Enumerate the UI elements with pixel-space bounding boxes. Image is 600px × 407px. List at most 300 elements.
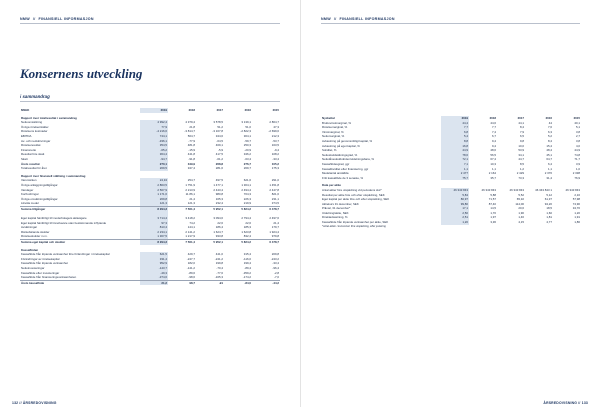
row-value: 78,6 (441, 153, 469, 158)
row-value: 44,9 (574, 148, 580, 153)
row-value: 121,3 (187, 201, 195, 206)
year-header: 2019 (140, 108, 168, 113)
row-value: -89,6 (188, 270, 195, 275)
row-value: 254,7 (187, 178, 195, 183)
row-value: -61,2 (216, 156, 223, 161)
row-label: Totalresultat för året (21, 166, 47, 171)
row-label: Eget kapital per aktie före och efter utspädning, SEK (322, 197, 390, 202)
row-label: EBITDA (21, 133, 32, 138)
row-value: 5,4 (441, 134, 469, 139)
row-value: 45,1 (546, 152, 552, 157)
row-value: 8,4 (547, 138, 552, 143)
row-value: 212,3 (271, 133, 279, 138)
row-value: 72,1 (441, 157, 469, 162)
row-value: -70,4 (216, 266, 223, 270)
row-value: 76,9 (574, 175, 580, 180)
row-value: 71,7 (574, 157, 580, 162)
row-value: 3 139,1 (241, 120, 251, 125)
row-value: 2,51 (441, 215, 469, 220)
row-value: 14,5 (490, 206, 496, 211)
financial-summary-table (20, 108, 280, 285)
row-value: 2 863,5 (140, 183, 168, 188)
row-value: 16,8 (441, 144, 469, 149)
section-heading: Kassaflöden (21, 247, 39, 252)
row-value: 9,4 (491, 143, 496, 148)
row-value: 2 447,8 (269, 187, 279, 192)
row-value: -20,9 (244, 147, 251, 152)
row-value: 44 (548, 120, 552, 125)
year-header: 2018 (489, 116, 496, 120)
row-value: 21,8 (189, 124, 195, 129)
row-value: 2 141,2 (185, 229, 195, 234)
row-label: Summa eget kapital och skulder (20, 240, 140, 245)
row-value: 5,52 (518, 192, 524, 197)
row-value: 47,3 (273, 124, 279, 129)
row-value: -49,3 (140, 271, 168, 276)
row-value: 44,1 (518, 120, 524, 125)
row-label: Medelantal anställda (322, 171, 349, 176)
row-value: 64,7 (546, 157, 552, 162)
row-value: 22,6 (217, 220, 223, 225)
row-value: 1 217,9 (185, 234, 195, 239)
row-value: 11 86,1 (185, 192, 195, 197)
row-value: 74,2 (189, 220, 195, 225)
row-value: 417,5 (215, 152, 223, 157)
row-value: 8 294,3 (140, 240, 168, 245)
row-value: 469,1 (215, 143, 223, 148)
row-value: 3,8 (575, 129, 580, 134)
row-value: 144,1 (187, 225, 195, 230)
row-value: 497,5 (215, 178, 223, 183)
row-label: Direktavkastning, % (322, 215, 348, 220)
row-value: 226,3 (243, 196, 251, 201)
row-value: 22,6 (245, 220, 251, 225)
row-label: Kassaflöde från löpande verksamhet (21, 261, 68, 266)
row-label: Förändringar av rörelsekapital (21, 256, 60, 261)
row-value: 481,8 (187, 143, 195, 148)
footer-separator: // (578, 401, 581, 405)
row-value: -3 814,7 (184, 129, 195, 134)
row-value: 10,0 (518, 143, 524, 148)
row-value: 1,60 (546, 210, 552, 215)
row-value: 44,7 (518, 157, 524, 162)
row-value: 1,81 (546, 215, 552, 220)
year-header: 2019 (441, 116, 469, 121)
row-value: 2 429 (516, 171, 524, 176)
row-value: 57,98 (572, 197, 580, 202)
row-value: -174,2 (242, 275, 251, 280)
row-label: Kassaflöde från löpande verksamhet per aktie, SEK (322, 220, 389, 225)
row-value: 1,1 (491, 166, 496, 171)
row-value: 4,77 (546, 220, 552, 225)
row-value: 31,4 (546, 175, 552, 180)
row-value: 5 952,1 (196, 240, 224, 245)
row-value: 270,1 (140, 162, 168, 167)
header-separator: // (32, 17, 36, 21)
row-label: Rörelseresultat (21, 143, 41, 148)
row-value: 17,1 (441, 206, 469, 211)
row-value: -7,0 (274, 275, 279, 280)
section-heading: Rapport över finansiell ställning i sammandrag (21, 173, 86, 178)
year-header: 2015 (573, 116, 580, 120)
row-value: 21,4 (273, 220, 279, 225)
footer-label: ÅRSREDOVISNING (22, 401, 57, 405)
row-value: 1,70 (490, 210, 496, 215)
row-value: 1,91 (574, 215, 580, 220)
row-value: 1 477,1 (213, 182, 223, 187)
row-value: 5 824,2 (224, 206, 252, 211)
row-value: 209,8 (271, 252, 279, 257)
row-value: 281,6 (215, 166, 223, 171)
row-value: -98,6 (188, 275, 195, 280)
row-label: Nettoskuldsättningsgrad, % (322, 152, 358, 157)
section-heading-row (20, 113, 280, 121)
row-value: 5,2 (547, 134, 552, 139)
row-value: 94,20 (544, 201, 552, 206)
row-label: Likvida medel (21, 201, 39, 206)
year-header: 2016 (545, 116, 552, 120)
row-value: 2 567,9 (140, 188, 168, 193)
row-value: 952,9 (140, 261, 168, 266)
row-value: 933,8 (215, 234, 223, 239)
row-value: -116,0 (243, 256, 251, 261)
row-value: 199,8 (215, 261, 223, 266)
row-label: Årets resultat (21, 161, 40, 166)
row-value: 980,8 (215, 192, 223, 197)
row-value: 5,12 (546, 192, 552, 197)
row-value: -336,1 (140, 139, 168, 144)
row-value: -77,6 (216, 270, 223, 275)
row-label: Årets kassaflöde (20, 280, 140, 285)
row-value: 429,7 (187, 252, 195, 257)
row-value: 621,5 (140, 252, 168, 257)
row-value: 182,0 (187, 261, 195, 266)
row-value: 2 213,9 (185, 187, 195, 192)
row-value: 1 623,8 (241, 229, 251, 234)
row-value: 1,97 (490, 215, 496, 220)
year-header: 2016 (244, 108, 251, 112)
row-label: Avsättningar (21, 225, 38, 230)
row-value: 1,1 (547, 166, 552, 171)
row-value: -15,9 (188, 147, 195, 152)
row-value: 15,4 (546, 143, 552, 148)
row-value: 4 992,4 (140, 120, 168, 125)
row-value: 8,8 (441, 139, 469, 144)
row-value: 3,36 (490, 220, 496, 225)
row-label: Eget kapital hänförligt till moderbolagets aktieägare (21, 216, 87, 221)
row-value: 1,20 (574, 210, 580, 215)
row-value: 24,34 (140, 178, 168, 183)
row-value: 4,15 (518, 220, 524, 225)
row-value: 2 494,4 (241, 187, 251, 192)
row-value: 1 307,5 (140, 234, 168, 239)
row-value: 7,1 (441, 162, 469, 167)
row-value: 61,37 (544, 197, 552, 202)
row-value: 1,90 (518, 210, 524, 215)
row-label: Utdelning/aktie, SEK (322, 210, 349, 215)
row-value: 291,0 (271, 178, 279, 183)
row-label: Kassaflöde efter investeringar (21, 270, 60, 275)
row-value: -2 699,6 (268, 129, 279, 134)
row-value: 979,8 (271, 234, 279, 239)
unit-header: Nyckeltal (322, 116, 335, 120)
header-section: FINANSIELL INFORMASJON (339, 17, 395, 21)
row-value: 621,6 (243, 178, 251, 183)
row-value: 73,3 (518, 175, 524, 180)
footnote-row (321, 225, 581, 230)
header-separator: // (333, 17, 337, 21)
row-value: 744,1 (140, 134, 168, 139)
row-value: 5,84 (441, 193, 469, 198)
row-value: 99,80 (441, 202, 469, 207)
row-value: 2 497,6 (269, 216, 279, 221)
row-value: 1,46 (518, 215, 524, 220)
row-value: -94,7 (140, 157, 168, 162)
row-value: -3 167,8 (212, 129, 223, 134)
row-value: -4 216,6 (140, 129, 168, 134)
row-value: -44,2 (252, 280, 280, 285)
footnote: *Antal aktier i koncernen före utspädning, efter justering (322, 224, 386, 228)
row-value: 35,7 (490, 175, 496, 180)
footer-text (12, 401, 57, 405)
row-value: 87,40 (488, 201, 496, 206)
header-brand: NMW (20, 17, 30, 21)
row-label: Räntebärande skulder (21, 229, 50, 234)
row-value: 8,5 (519, 161, 524, 166)
row-label: Antal aktier före utspädning vid periodens slut* (322, 187, 382, 192)
row-value: 1 624,7 (213, 229, 223, 234)
header-brand: NMW (321, 17, 331, 21)
row-value: 179,7 (271, 225, 279, 230)
row-label: Skatt (21, 156, 28, 161)
row-value: 2 376 (544, 171, 552, 176)
row-value: -243,2 (270, 256, 279, 261)
row-value: 53,9 (518, 148, 524, 153)
row-label: P/E-tal, 31 december* (322, 206, 351, 211)
row-value: -359,2 (242, 270, 251, 275)
row-value: 34,70 (572, 206, 580, 211)
row-value: 304,1 (243, 133, 251, 138)
row-label: Fritt kassaflöde de 3 senaste, % (322, 175, 364, 180)
row-value: 7,7 (491, 125, 496, 130)
row-label: Varumärken (21, 178, 37, 183)
row-value: 2 794,4 (241, 216, 251, 221)
row-value: 74,90 (572, 201, 580, 206)
row-label: Aktiekurs 31 december, SEK (322, 201, 359, 206)
row-label: Kassalikviditet efter finansiering, ggr (322, 166, 369, 171)
section-heading-row (20, 171, 280, 179)
row-value: 2 164 (488, 171, 496, 176)
row-value: 3,8 (575, 138, 580, 143)
row-value: 8 294,3 (140, 206, 168, 211)
section-heading-row (321, 180, 581, 188)
row-value: -2,8 (274, 270, 279, 275)
year-header: 2017 (517, 116, 524, 120)
row-value: 44,4 (441, 121, 469, 126)
row-value: -241,2 (214, 256, 223, 261)
row-value: -2 822,3 (240, 129, 251, 134)
page-subtitle: i sammandrag (20, 94, 280, 102)
row-value: -374,6 (140, 275, 168, 280)
year-header: 2015 (272, 108, 279, 112)
row-value: 1,20 (441, 220, 469, 225)
page-title: Konsernens utveckling (20, 66, 143, 81)
row-value: 2 443,4 (213, 187, 223, 192)
row-label: Nettolåneskuldvärden/utdelningsbara, % (322, 157, 374, 162)
row-value: 276,7 (243, 161, 251, 166)
row-label: Nettomarginal, % (322, 134, 345, 139)
table-row (20, 280, 280, 285)
row-value: 74,8 (574, 152, 580, 157)
row-value: 347,4 (187, 166, 195, 171)
row-value: 6,5 (519, 134, 524, 139)
row-value: 7,4 (491, 129, 496, 134)
row-label: Rörelseskulder m.m. (21, 234, 48, 239)
row-value: 232,4 (215, 201, 223, 206)
row-value: 4,0 (575, 143, 580, 148)
row-value: 2,50 (441, 211, 469, 216)
row-value: 6,3 (547, 129, 552, 134)
row-value: -143,7 (140, 266, 168, 271)
row-value: -33,4 (272, 156, 279, 161)
row-value: 4 379,4 (185, 120, 195, 125)
row-value: -96,4 (272, 266, 279, 270)
row-label: Kassaflöde från löpande verksamhet före förändringar i rörelsekapital (21, 252, 110, 257)
row-value: 231,1 (271, 196, 279, 201)
page-number: 132 (12, 401, 19, 405)
row-value: 6 478,7 (252, 206, 280, 211)
row-value: 349,9 (187, 161, 195, 166)
row-label: Rörelsens kostnader (21, 129, 48, 134)
row-value: 175,3 (271, 166, 279, 171)
row-value: 46 343 843 (565, 187, 580, 192)
row-label: Bruttovinstmarginal, % (322, 120, 351, 125)
row-value: 7,6 (547, 125, 552, 130)
row-label: Av- och nedskrivningar (21, 138, 51, 143)
row-value: 269,5 (140, 166, 168, 171)
row-value: 219,9 (243, 201, 251, 206)
row-value: -165,3 (214, 275, 223, 280)
row-label: Resultat per aktie före och efter utspädning, SEK (322, 192, 385, 197)
row-value: 269,8 (140, 197, 168, 202)
row-value: -33,4 (272, 261, 279, 266)
row-value: 832,4 (243, 234, 251, 239)
unit-header: MSEK (21, 108, 30, 112)
row-value: 441,8 (187, 152, 195, 157)
row-label: Kassaflödesgrad, ggr (322, 161, 350, 166)
row-value: 6,8 (441, 130, 469, 135)
row-value: 6 478,7 (252, 240, 280, 245)
row-value: 20,6 (518, 206, 524, 211)
key-figures-table (321, 116, 581, 229)
row-value: 1 924,4 (269, 229, 279, 234)
row-value: 1,2 (519, 166, 524, 171)
row-value: 185,3 (243, 225, 251, 230)
row-value: 344,6 (215, 133, 223, 138)
row-value: -141,2 (186, 266, 195, 270)
row-value: -59,7 (244, 138, 251, 143)
row-value: 6,7 (491, 134, 496, 139)
row-value: -65,2 (140, 148, 168, 153)
row-value: 46 343 843 (509, 187, 524, 192)
row-label: Varulager (21, 187, 34, 192)
row-label: Resultat före skatt (21, 152, 45, 157)
row-value: -63,4 (244, 156, 251, 161)
row-value: 18,5 (546, 206, 552, 211)
row-value: 56,5 (490, 152, 496, 157)
row-value: 1,1 (441, 167, 469, 172)
row-value: 65,32 (516, 197, 524, 202)
row-value: 121,3 (140, 201, 168, 206)
row-value: 250,3 (243, 143, 251, 148)
row-value: 5 952,1 (196, 206, 224, 211)
row-value: 1 451,8 (269, 182, 279, 187)
row-label: Soliditet, % (322, 148, 337, 153)
row-value: 2 477 (441, 171, 469, 176)
row-value: 51,0 (245, 124, 251, 129)
page-number: 133 (581, 401, 588, 405)
row-value: 269,7 (243, 166, 251, 171)
row-value: 9,4 (491, 138, 496, 143)
right-header (321, 15, 580, 24)
row-value: 1 751,9 (185, 182, 195, 187)
year-header: 2017 (216, 108, 223, 112)
row-value: 7,7 (441, 125, 469, 130)
row-value: 5 824,2 (224, 240, 252, 245)
row-value: 2 338 (572, 171, 580, 176)
row-value: 3 418,2 (185, 216, 195, 221)
row-value: 7 561,4 (168, 206, 196, 211)
row-value: -77,9 (188, 138, 195, 143)
row-value: 5,1 (575, 125, 580, 130)
row-label: Avkastning på genomsnittligt kapital, % (322, 138, 373, 143)
header-section: FINANSIELL INFORMASJON (38, 17, 94, 21)
right-page (300, 0, 600, 407)
row-value: 346,2 (243, 152, 251, 157)
row-value: 704,3 (243, 192, 251, 197)
row-value: 315,4 (243, 252, 251, 257)
row-value: 2,7 (575, 134, 580, 139)
row-value: 821,6 (271, 192, 279, 197)
row-value: -84,0 (224, 280, 252, 285)
row-value: 8,4 (519, 125, 524, 130)
row-value: 98,7 (168, 280, 196, 285)
row-value: -91 (196, 280, 224, 285)
year-header: 2018 (188, 108, 195, 112)
row-label: Övriga rörelseintäkter (21, 124, 49, 129)
row-value: -53,7 (272, 138, 279, 143)
row-value: 1 171,6 (140, 192, 168, 197)
row-value: 163,5 (271, 143, 279, 148)
row-value: 1,0 (575, 166, 580, 171)
row-value: 3 714,4 (140, 216, 168, 221)
row-value: -91,8 (188, 156, 195, 161)
row-value: 1 304,1 (241, 182, 251, 187)
row-label: Nettoomsättning (21, 120, 43, 125)
row-value: 2 234,1 (140, 230, 168, 235)
row-value: 71,57 (488, 197, 496, 202)
row-value: 2,16 (574, 192, 580, 197)
row-value: -247,7 (186, 256, 195, 261)
footer-label: ÅRSREDOVISNING (543, 401, 578, 405)
row-value: 21,2 (140, 280, 168, 285)
row-value: 1,86 (574, 220, 580, 225)
row-value: 165,3 (215, 196, 223, 201)
row-value: 75,7 (441, 176, 469, 181)
row-value: -89,4 (244, 266, 251, 270)
row-value: 48,6 (490, 148, 496, 153)
row-value: 67,4 (490, 157, 496, 162)
